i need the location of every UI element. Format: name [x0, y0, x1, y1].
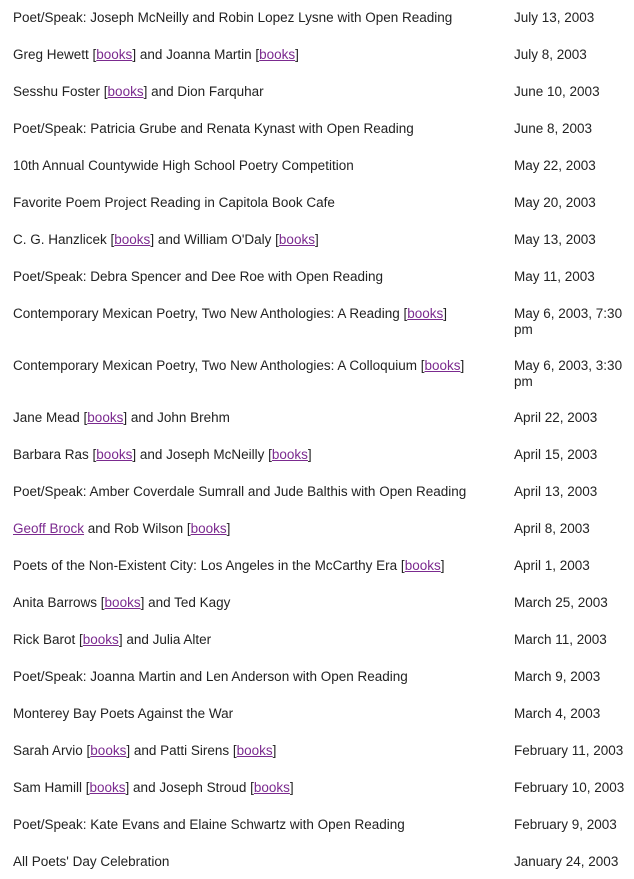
event-title [13, 706, 503, 722]
event-title-text: ] and Joseph McNeilly [ [132, 447, 272, 462]
event-title [13, 306, 503, 322]
books-link[interactable]: books [236, 743, 273, 758]
event-title [13, 595, 503, 611]
event-title-text: ] and Patti Sirens [ [126, 743, 237, 758]
event-title-text: ] [226, 521, 231, 536]
books-link[interactable]: books [104, 595, 141, 610]
books-link[interactable]: books [253, 780, 290, 795]
event-date: March 11, 2003 [514, 632, 607, 647]
event-title-text: Poet/Speak: Debra Spencer and Dee Roe with Open Reading [13, 269, 383, 284]
event-date: April 13, 2003 [514, 484, 598, 499]
event-title-text: Rick Barot [ [13, 632, 83, 647]
event-date: March 9, 2003 [514, 669, 601, 684]
books-link[interactable]: books [259, 47, 296, 62]
books-link[interactable]: books [114, 232, 151, 247]
event-title [13, 121, 503, 137]
event-title-text: Contemporary Mexican Poetry, Two New Anthologies: A Reading [ [13, 306, 408, 321]
event-title [13, 669, 503, 685]
event-title [13, 558, 503, 574]
event-date: May 6, 2003, 3:30 pm [514, 358, 623, 389]
books-link[interactable]: books [407, 306, 444, 321]
event-title-text: Sam Hamill [ [13, 780, 90, 795]
event-title-text: ] [295, 47, 299, 62]
event-title-text: C. G. Hanzlicek [ [13, 232, 115, 247]
event-title-text: Poet/Speak: Kate Evans and Elaine Schwartz with Open Reading [13, 817, 405, 832]
event-title-text: All Poets' Day Celebration [13, 854, 170, 869]
books-link[interactable]: books [190, 521, 227, 536]
event-date: March 4, 2003 [514, 706, 601, 721]
event-title [13, 232, 503, 248]
event-title-text: Barbara Ras [ [13, 447, 97, 462]
poet-link[interactable]: Geoff Brock [13, 521, 85, 536]
books-link[interactable]: books [96, 447, 133, 462]
event-title [13, 358, 503, 374]
event-title-text: Contemporary Mexican Poetry, Two New Anthologies: A Colloquium [ [13, 358, 425, 373]
event-title [13, 447, 503, 463]
books-link[interactable]: books [96, 47, 133, 62]
event-title-text: 10th Annual Countywide High School Poetry Competition [13, 158, 354, 173]
event-title-text: ] and Joanna Martin [ [132, 47, 260, 62]
event-title-text: Poet/Speak: Joanna Martin and Len Anderson with Open Reading [13, 669, 408, 684]
event-title-text: ] [440, 558, 445, 573]
books-link[interactable]: books [271, 447, 308, 462]
books-link[interactable]: books [107, 84, 144, 99]
event-title [13, 817, 503, 833]
event-date: May 6, 2003, 7:30 pm [514, 306, 623, 337]
books-link[interactable]: books [424, 358, 461, 373]
books-link[interactable]: books [82, 632, 119, 647]
event-date: May 22, 2003 [514, 158, 596, 173]
event-title-text: Sarah Arvio [ [13, 743, 91, 758]
event-date: April 1, 2003 [514, 558, 590, 573]
event-title [13, 410, 503, 426]
event-date: April 8, 2003 [514, 521, 590, 536]
event-date: February 10, 2003 [514, 780, 625, 795]
event-title-text: Poets of the Non-Existent City: Los Angeles in the McCarthy Era [ [13, 558, 405, 573]
event-date: June 10, 2003 [514, 84, 600, 99]
event-title-text: ] [443, 306, 448, 321]
event-date: January 24, 2003 [514, 854, 619, 869]
books-link[interactable]: books [278, 232, 315, 247]
event-title-text: Sesshu Foster [ [13, 84, 108, 99]
event-title-text: ] [289, 780, 294, 795]
event-date: May 20, 2003 [514, 195, 596, 210]
event-date: July 13, 2003 [514, 10, 595, 25]
books-link[interactable]: books [90, 743, 127, 758]
event-title-text: Anita Barrows [ [13, 595, 105, 610]
event-title-text: ] [272, 743, 277, 758]
books-link[interactable]: books [89, 780, 126, 795]
event-date: July 8, 2003 [514, 47, 587, 62]
event-date: April 15, 2003 [514, 447, 598, 462]
event-title [13, 743, 503, 759]
event-date: May 11, 2003 [514, 269, 595, 284]
books-link[interactable]: books [404, 558, 441, 573]
event-title-text: ] [460, 358, 465, 373]
event-date: February 11, 2003 [514, 743, 624, 758]
event-title-text: ] and William O'Daly [ [150, 232, 279, 247]
event-title-text: ] and Ted Kagy [140, 595, 231, 610]
event-date: April 22, 2003 [514, 410, 598, 425]
event-title [13, 854, 503, 870]
event-title-text: ] and Julia Alter [118, 632, 212, 647]
event-title [13, 47, 503, 63]
event-title [13, 484, 503, 500]
event-title-text: Favorite Poem Project Reading in Capitola Book Cafe [13, 195, 335, 210]
event-title [13, 158, 503, 174]
event-title-text: ] and Joseph Stroud [ [125, 780, 254, 795]
event-date: March 25, 2003 [514, 595, 608, 610]
event-title [13, 521, 503, 537]
books-link[interactable]: books [87, 410, 124, 425]
event-title [13, 780, 503, 796]
event-title-text: ] [314, 232, 319, 247]
event-title [13, 269, 503, 285]
event-title-text: ] and John Brehm [123, 410, 230, 425]
event-title [13, 84, 503, 100]
event-title-text: Jane Mead [ [13, 410, 88, 425]
event-title-text: Monterey Bay Poets Against the War [13, 706, 234, 721]
event-title-text: Greg Hewett [ [13, 47, 97, 62]
event-title-text: Poet/Speak: Patricia Grube and Renata Kynast with Open Reading [13, 121, 414, 136]
event-title-text: ] and Dion Farquhar [143, 84, 264, 99]
event-title [13, 10, 503, 26]
event-date: February 9, 2003 [514, 817, 617, 832]
event-title [13, 632, 503, 648]
event-title-text: and Rob Wilson [ [84, 521, 191, 536]
event-title-text: Poet/Speak: Joseph McNeilly and Robin Lopez Lysne with Open Reading [13, 10, 453, 25]
event-title [13, 195, 503, 211]
event-date: June 8, 2003 [514, 121, 593, 136]
event-title-text: ] [307, 447, 312, 462]
event-date: May 13, 2003 [514, 232, 596, 247]
event-title-text: Poet/Speak: Amber Coverdale Sumrall and Jude Balthis with Open Reading [13, 484, 467, 499]
